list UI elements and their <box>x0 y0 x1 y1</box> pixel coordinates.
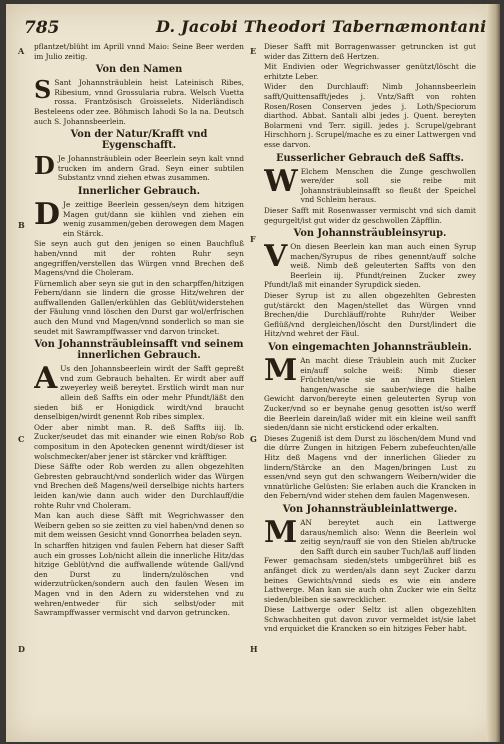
paragraph: Diese Lattwerge oder Seltz ist allen obgezehlten Schwachheiten gut davon zuvor vermeldet ist/sie labet vnd erquicket die Krancken so ein hitziges Feber habt. <box>264 605 476 634</box>
paragraph: D Je zeittige Beerlein gessen/seyn dem hitzigen Magen gut/dann sie kühlen vnd ziehen ein wenig zusammen/geben derowegen dem Magen ein Stärck. <box>34 196 244 238</box>
margin-letter-a: A <box>18 46 25 56</box>
drop-cap: A <box>34 361 58 397</box>
paragraph: A Us den Johannsbeerlein wirdt der Safft gepreßt vnd zum Gebrauch behalten. Er wirdt aber auff zweyerley weiß bereytet. Erstlich wirdt man nur allein deß Saffts ein oder mehr Pfundt/läßt den sieden biß er Honigdick wirdt/vnd braucht denselbigen/wirdt genennt Rob ribes simplex. <box>34 361 244 422</box>
paragraph: S Sant Johannsträublein heist Lateinisch Ribes, Ribesium, vnnd Grossularia rubra. Welsch Vuetta rossa. Frantzösisch Groisselets. Niderländisch Besteleens oder zee. Böhmisch Iahodi So la na. Deutsch auch S. Johannsbeerlein. <box>34 75 244 126</box>
paragraph: Diese Säffte oder Rob werden zu allen obgezehlten Gebresten gebraucht/vnd sonderlich wider das Würgen vnd Brechen deß Magens/weil derselbige nichts harters leiden kan/wie dann auch wider den Durchlauff/die rohte Ruhr vnd Choleram. <box>34 462 244 510</box>
drop-cap: V <box>264 239 288 275</box>
drop-cap: S <box>34 75 52 105</box>
paragraph: Dieser Safft mit Rosenwasser vermischt vnd sich damit gegurgelt/ist gut wider dz geschwollen Zäpfflin. <box>264 205 476 225</box>
drop-cap: D <box>34 196 61 232</box>
paragraph: W Elchem Menschen die Zunge geschwollen were/der soll sie reibe mit Johannsträubleinsafft so fleußt der Speichel vnd Schleim heraus. <box>264 163 476 205</box>
drop-cap: M <box>264 353 298 389</box>
section-heading-nature: Von der Natur/Krafft vnd Eygenschafft. <box>70 129 208 152</box>
paragraph: Sie seyn auch gut den jenigen so einen Bauchfluß haben/vnnd mit der rohten Ruhr seyn angegriffen/verstellen das Würgen vnnd Brechen deß Magens/vnd die Choleram. <box>34 239 244 278</box>
page-number: 785 <box>24 18 60 38</box>
page-gutter-shadow <box>486 4 500 742</box>
margin-letter-f: F <box>250 234 256 244</box>
margin-letter-e: E <box>250 46 257 56</box>
margin-letter-b: B <box>18 220 25 230</box>
margin-letter-g: G <box>250 434 257 444</box>
section-heading-names: Von den Namen <box>95 64 183 76</box>
running-title: D. Jacobi Theodori Tabernæmontani <box>156 17 487 36</box>
paragraph: Dieses Zugeniß ist dem Durst zu löschen/dem Mund vnd die dürre Zungen in hitzigen Febern zubefeuchten/alle Hitz deß Magens vnd der innerlichen Glieder zu lindern/Stärcke an den Magen/bringen Lust zu essen/vnd seyn gut den schwangern Weibern/wider die vnnatürliche Gelüsten: Sie erlaben auch die Krancken in den Febern/vnd wider stehen dem faulen Magenwesen. <box>264 433 476 501</box>
margin-letter-d: D <box>18 644 25 654</box>
margin-letter-h: H <box>250 644 258 654</box>
paragraph: Wider den Durchlauff: Nimb Johannsbeerlein safft/Quittensafft/jedes j. Vntz/Safft von rohten Rosen/Rosen Conserven jedes j. Loth/Speciorum diarthod. Abbat. Santali albi jedes j. Quent. bereyten Bolarmeni vnd Terr. sigill. jedes j. Scrupel/gebrant Hirschhorn j. Scrupel/mache es zu einer Lattwergen vnd esse darvon. <box>264 82 476 149</box>
drop-cap: D <box>34 151 55 181</box>
section-heading-internal-use: Innerlicher Gebrauch. <box>77 185 201 197</box>
section-heading-external-use: Eusserlicher Gebrauch deß Saffts. <box>276 152 464 164</box>
margin-letter-c: C <box>18 434 25 444</box>
paragraph: MAN bereytet auch ein Lattwerge daraus/nemlich also: Wenn die Beerlein wol zeitig seyn/rauff sie von den Stielen ab/trucke den Safft durch ein sauber Tuch/laß auff linden Fewer gemachsam sieden/stets umbgerühret biß es anfänget dick zu werden/als dann seyt Zucker darzu beines Gewichts/vnnd sieds es wie ein andere Lattwerge. Man kan sie auch ohn Zucker wie ein Seltz sieden/bleiben sie sawrecklicher. <box>264 514 476 604</box>
left-column <box>34 42 244 732</box>
paragraph: In scharffen hitzigen vnd faulen Febern hat dieser Safft auch ein grosses Lob/nicht allein die innerliche Hitz/das hitzige Geblüt/vnd die auffwallende wütende Gall/vnd den Durst zu lindern/zulöschen vnd widerzutrücken/sondern auch den faulen Wesen im Magen vnd in den Adern zu widerstehen vnd zu wehren/entweder für sich selbst/oder mit Sawrampffwasser vermischt vnd darvon getruncken. <box>34 540 244 618</box>
paragraph: Mit Endivien oder Wegrichwasser genützt/löscht die erhitzte Leber. <box>264 62 476 81</box>
section-heading-juice: Von Johannsträubleinsafft vnd seinem innerlichen Gebrauch. <box>34 339 244 362</box>
section-heading-electuary: Von Johannsträubleinlattwerge. <box>282 503 458 515</box>
paragraph: M An macht diese Träublein auch mit Zucker ein/auff solche weiß: Nimb dieser Früchten/wie sie an ihren Stielen hangen/wasche sie sauber/wiege die halbe Gewicht darvon/bereyte einen geleuterten Syrup von Zucker/vnd so er beynahe genug gesotten ist/so werff die Beerlein darein/laß wider mit ein kleine weil sanfft sieden/dann sie nicht erstickend oder erkalten. <box>264 353 476 433</box>
paragraph: pflantzet/blüht im Aprill vnnd Maio: Seine Beer werden im Julio zeitig. <box>34 42 244 61</box>
paragraph: Dieser Safft mit Borragenwasser getruncken ist gut wider das Zittern deß Hertzen. <box>264 42 476 61</box>
section-heading-syrup: Von Johannsträubleinsyrup. <box>293 228 447 240</box>
drop-cap: W <box>264 163 298 199</box>
paragraph: D Je Johannsträublein oder Beerlein seyn kalt vnnd trucken im andern Grad. Seyn einer subtilen Substantz vnnd ziehen etwas zusammen. <box>34 151 244 183</box>
paragraph: Man kan auch diese Säfft mit Wegrichwasser den Weibern geben so sie zeitten zu viel haben/vnd denen so mit dem weissen Gesicht vnnd Gonorrhea beladen seyn. <box>34 511 244 540</box>
section-heading-preserved: Von eingemachten Johannsträublein. <box>268 342 472 354</box>
paragraph: Dieser Syrup ist zu allen obgezehlten Gebresten gut/stärckt den Magen/stellet das Würgen vnnd Brechen/die Durchläuff/rohte Ruhr/der Weiber Geflüß/vnd dergleichen/löscht den Durst/lindert die Hitz/vnd wehret der Fäul. <box>264 291 476 339</box>
book-page <box>6 4 500 742</box>
paragraph: V On diesen Beerlein kan man auch einen Syrup machen/Syrupus de ribes genennt/auff solche weiß. Nimb deß geleuterten Saffts von den Beerlein iij. Pfundt/reinen Zucker zwey Pfundt/laß mit einander Syrupdick sieden. <box>264 239 476 290</box>
drop-cap: M <box>264 514 298 550</box>
paragraph: Oder aber nimbt man. R. deß Saffts iiij. lb. Zucker/seudet das mit einander wie einen Rob/so Rob compositum in den Apotecken genennt wirdt/dieser ist wolschmecker/aber jener ist stärcker vnd kräfftiger. <box>34 422 244 461</box>
paragraph: Fürnemlich aber seyn sie gut in den scharpffen/hitzigen Febern/dann sie lindern die grosse Hitz/wehren der auffwallenden Gallen/erkühlen das Geblüt/widerstehen der Fäulung vnnd löschen den Durst gar wol/erfrischen auch den Mund vnd Magen/vnnd sonderlich so man sie seudet mit Sawrampffwasser vnd darvon trincket. <box>34 278 244 336</box>
right-column <box>264 42 476 732</box>
